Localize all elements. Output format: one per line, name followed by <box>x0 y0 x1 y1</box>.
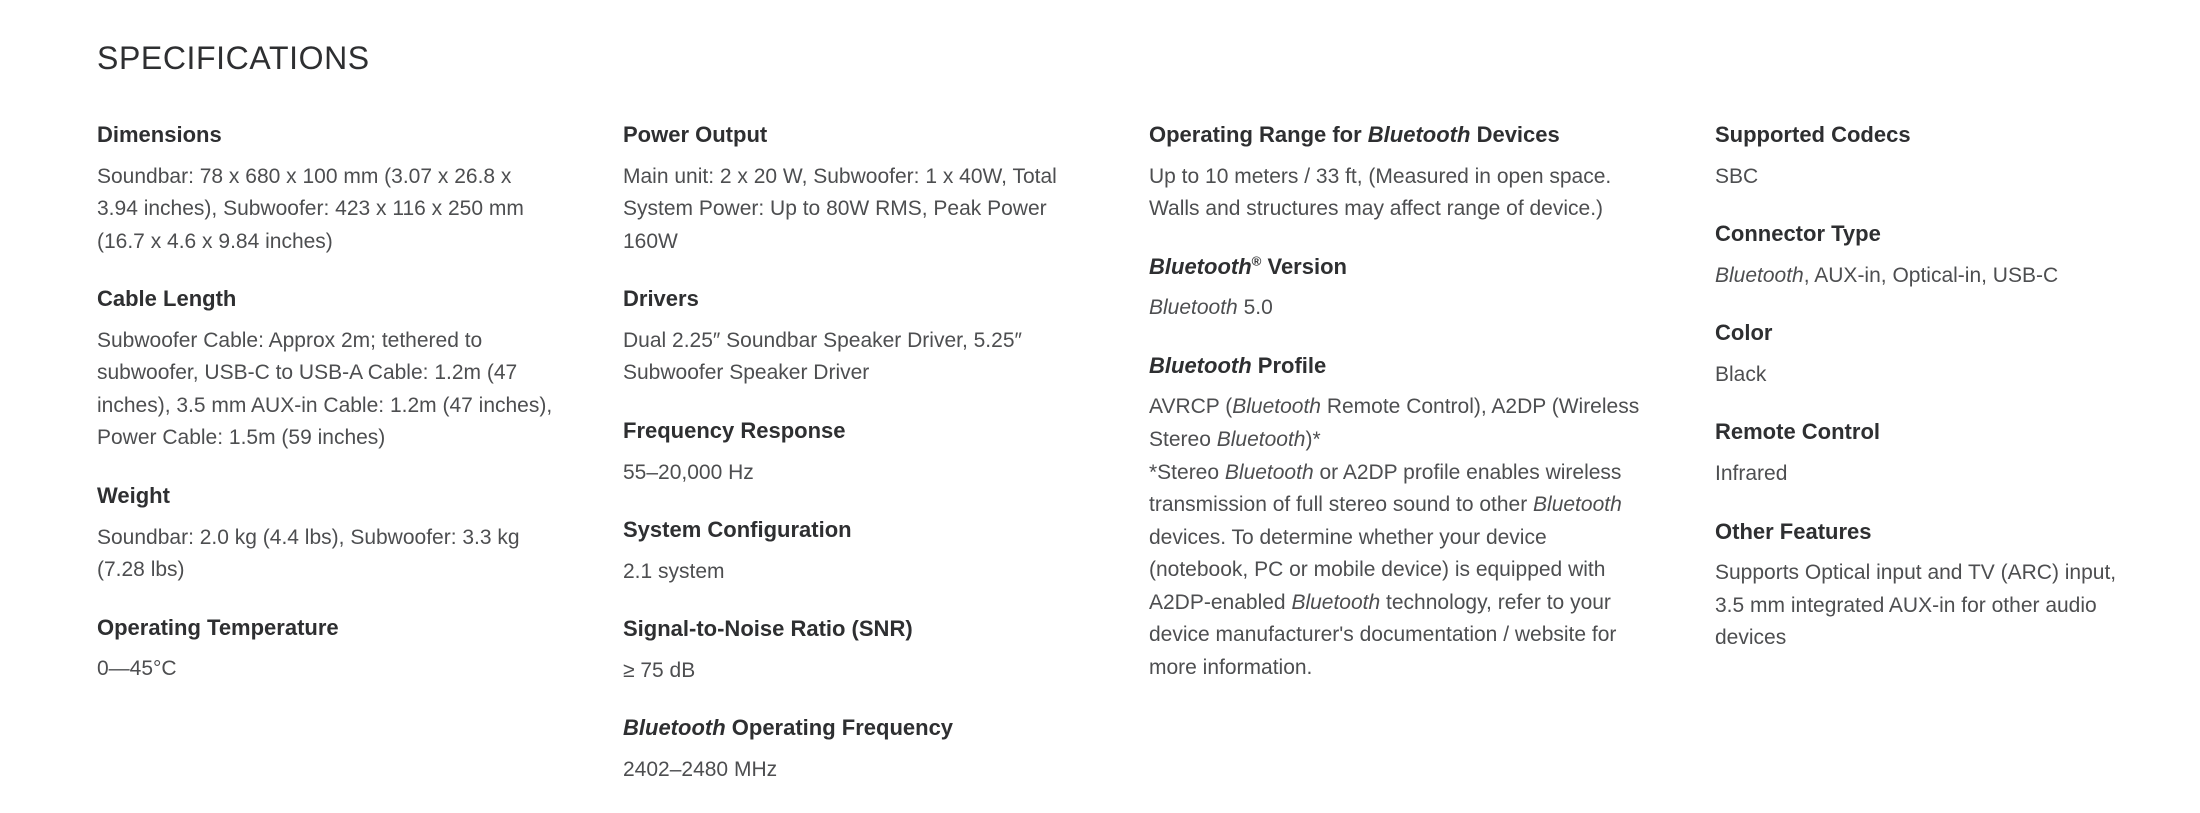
spec-heading-color: Color <box>1715 320 1773 346</box>
spec-heading-system-configuration: System Configuration <box>623 517 852 543</box>
spec-value-bluetooth-operating-frequency: 2402–2480 MHz <box>623 757 778 781</box>
spec-heading-operating-temperature: Operating Temperature <box>97 614 339 640</box>
spec-section-color <box>1715 319 2145 391</box>
spec-value-system-configuration: 2.1 system <box>623 559 725 583</box>
spec-value-connector-type: Bluetooth, AUX-in, Optical-in, USB-C <box>1715 263 2059 287</box>
spec-heading-bluetooth-profile: Bluetooth Profile <box>1149 352 1327 378</box>
spec-value-other-features: Supports Optical input and TV (ARC) input, 3.5 mm integrated AUX-in for other audio devices <box>1715 561 2117 650</box>
spec-column-4 <box>1715 121 2145 682</box>
spec-section-bluetooth-profile <box>1149 352 1649 685</box>
spec-section-system-configuration <box>623 516 1083 588</box>
spec-section-remote-control <box>1715 418 2145 490</box>
spec-heading-remote-control: Remote Control <box>1715 419 1880 445</box>
spec-section-other-features <box>1715 518 2145 655</box>
spec-section-cable-length <box>97 285 557 455</box>
spec-value-cable-length: Subwoofer Cable: Approx 2m; tethered to subwoofer, USB-C to USB-A Cable: 1.2m (47 inches), 3.5 mm AUX-in Cable: 1.2m (47 inches), Power Cable: 1.5m (59 inches) <box>97 328 553 450</box>
spec-value-remote-control: Infrared <box>1715 462 1788 486</box>
spec-column-1 <box>97 121 557 713</box>
spec-value-supported-codecs: SBC <box>1715 164 1759 188</box>
spec-section-power-output <box>623 121 1083 258</box>
spec-heading-dimensions: Dimensions <box>97 122 222 147</box>
spec-section-snr <box>623 615 1083 687</box>
spec-heading-bluetooth-operating-frequency: Bluetooth Operating Frequency <box>623 715 954 741</box>
spec-section-connector-type <box>1715 220 2145 292</box>
spec-heading-frequency-response: Frequency Response <box>623 417 846 443</box>
spec-heading-drivers: Drivers <box>623 286 699 312</box>
spec-value-dimensions: Soundbar: 78 x 680 x 100 mm (3.07 x 26.8 x 3.94 inches), Subwoofer: 423 x 116 x 250 mm (16.7 x 4.6 x 9.84 inches) <box>97 164 524 253</box>
spec-heading-cable-length: Cable Length <box>97 286 237 312</box>
spec-heading-other-features: Other Features <box>1715 518 1872 544</box>
spec-section-supported-codecs <box>1715 121 2145 193</box>
spec-heading-bluetooth-version: Bluetooth® Version <box>1149 253 1347 279</box>
spec-section-operating-temperature <box>97 614 557 686</box>
page-title: SPECIFICATIONS <box>97 40 370 76</box>
spec-section-bluetooth-version <box>1149 253 1649 325</box>
spec-value-bluetooth-version: Bluetooth 5.0 <box>1149 296 1273 320</box>
spec-columns <box>97 121 2200 813</box>
spec-section-frequency-response <box>623 417 1083 489</box>
spec-section-dimensions <box>97 121 557 258</box>
spec-heading-snr: Signal-to-Noise Ratio (SNR) <box>623 616 913 642</box>
spec-section-bluetooth-operating-frequency <box>623 714 1083 786</box>
spec-heading-operating-range: Operating Range for Bluetooth Devices <box>1149 122 1560 147</box>
spec-heading-power-output: Power Output <box>623 122 768 147</box>
spec-section-weight <box>97 482 557 587</box>
spec-heading-weight: Weight <box>97 483 170 509</box>
spec-value-operating-temperature: 0—45°C <box>97 657 177 681</box>
spec-value-snr: ≥ 75 dB <box>623 658 696 682</box>
spec-heading-connector-type: Connector Type <box>1715 221 1881 247</box>
spec-column-3 <box>1149 121 1649 711</box>
spec-heading-supported-codecs: Supported Codecs <box>1715 122 1911 147</box>
spec-section-drivers <box>623 285 1083 390</box>
spec-value-bluetooth-profile: AVRCP (Bluetooth Remote Control), A2DP (Wireless Stereo Bluetooth)* *Stereo Bluetooth or A2DP profile enables wireless transmission of full stereo sound to other Bluetooth devices. To determine whether your device (notebook, PC or mobile device) is equipped with A2DP-enabled Bluetooth technology, refer to your device manufacturer's documentation / website for more information. <box>1149 395 1640 679</box>
spec-value-weight: Soundbar: 2.0 kg (4.4 lbs), Subwoofer: 3.3 kg (7.28 lbs) <box>97 525 520 582</box>
spec-section-operating-range <box>1149 121 1649 226</box>
spec-column-2 <box>623 121 1083 813</box>
spec-value-power-output: Main unit: 2 x 20 W, Subwoofer: 1 x 40W, Total System Power: Up to 80W RMS, Peak Power 160W <box>623 164 1057 253</box>
spec-value-drivers: Dual 2.25″ Soundbar Speaker Driver, 5.25″ Subwoofer Speaker Driver <box>623 328 1022 385</box>
spec-value-color: Black <box>1715 362 1767 386</box>
spec-value-frequency-response: 55–20,000 Hz <box>623 460 754 484</box>
spec-value-operating-range: Up to 10 meters / 33 ft, (Measured in open space. Walls and structures may affect range of device.) <box>1149 164 1612 221</box>
